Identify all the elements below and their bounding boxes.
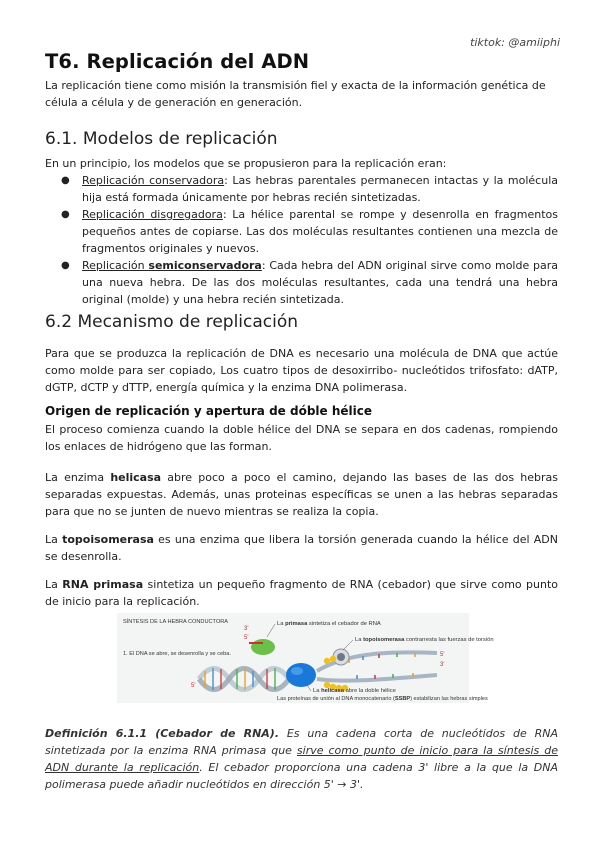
- lower-strand: [317, 675, 437, 681]
- end-label: 5': [191, 683, 196, 689]
- primasa-protein: [251, 639, 275, 655]
- label-ssbp: Las proteínas de unión al DNA monocatenario (SSBP) estabilizan las hebras simples: [277, 696, 488, 702]
- item-text: : Cada hebra del ADN original sirve como molde para una nueva hebra. De las dos moléculas resultantes, cada una tendrá una hebra original (molde) y una hebra recién sintetizada.: [82, 259, 559, 306]
- mechanism-paragraph: Para que se produzca la replicación de DNA es necesario una molécula de DNA que actúe como molde para ser copiado, Los cuatro tipos de desoxirribo- nucleótidos trifosfato: dATP, dGTP, dCTP y dTTP, energía química y la enzima DNA polimerasa.: [45, 347, 558, 394]
- end-label: 3': [244, 626, 249, 632]
- section-heading-modelos: 6.1. Modelos de replicación: [45, 129, 278, 149]
- definition-label: Definición 6.1.1 (Cebador de RNA).: [45, 727, 280, 740]
- intro-paragraph: La replicación tiene como misión la transmisión fiel y exacta de la información genética de célula a célula y de generación en generación.: [45, 79, 546, 109]
- diagram-step: 1. El DNA se abre, se desenrolla y se ceba.: [123, 651, 231, 657]
- end-label: 5': [440, 652, 445, 658]
- label-primasa: La primasa sintetiza el cebador de RNA: [277, 621, 381, 627]
- replication-diagram: [117, 613, 494, 703]
- leader-helicasa: [307, 685, 311, 691]
- label-helicasa: La helicasa abre la doble hélice: [313, 688, 396, 694]
- leader-topo: [343, 640, 353, 650]
- topoisomerasa-core: [337, 653, 345, 661]
- term-helicasa: helicasa: [110, 471, 162, 484]
- helicasa-highlight: [291, 667, 303, 675]
- leader-primasa: [267, 624, 275, 637]
- text-span: . El cebador proporciona una cadena 3' libre a la que la DNA polimerasa puede añadir nucleótidos en dirección 5' → 3'.: [45, 761, 558, 791]
- helicasa-protein: [286, 663, 316, 687]
- text-span: es una enzima que libera la torsión generada cuando la hélice del ADN se desenrolla.: [45, 533, 558, 563]
- opening-paragraph: El proceso comienza cuando la doble hélice del DNA se separa en dos cadenas, rompiendo los enlaces de hidrógeno que las forman.: [45, 423, 558, 453]
- end-label: 5': [244, 635, 249, 641]
- dna-helix: [199, 668, 289, 690]
- end-label: 3': [440, 662, 445, 668]
- item-text: : Las hebras parentales permanecen intactas y la molécula hija está formada únicamente por hebras recién sintetizadas.: [82, 174, 558, 204]
- text-span: abre poco a poco el camino, dejando las bases de las dos hebras separadas expuestas. Además, unas proteinas específicas se unen a las hebras separadas para que no se junten de nuevo mientras se realiza la copia.: [45, 471, 558, 518]
- term-disgregadora: Replicación disgregadora: [82, 208, 223, 221]
- helicasa-paragraph: [45, 469, 558, 520]
- label-topoisomerasa: La topoisomerasa contrarresta las fuerzas de torsión: [355, 637, 494, 643]
- bullet-icon: ●: [61, 175, 70, 186]
- primasa-paragraph: [45, 576, 558, 610]
- definition-underlined: sirve como punto de inicio para la síntesis de ADN durante la replicación: [45, 744, 558, 774]
- models-list: [45, 172, 558, 308]
- term-conservadora: Replicación conservadora: [82, 174, 225, 187]
- list-item: [45, 257, 558, 308]
- page-title: T6. Replicación del ADN: [45, 50, 310, 73]
- text-span: La: [45, 533, 63, 546]
- tiktok-watermark: tiktok: @amiiphi: [470, 36, 560, 49]
- diagram-step-label: [123, 651, 231, 657]
- text-span: Es una cadena corta de nucleótidos de RNA sintetizada por la enzima RNA primasa que: [45, 727, 558, 757]
- term-semiconservadora-prefix: Replicación: [82, 259, 149, 272]
- definition-cebador: [45, 725, 558, 793]
- bullet-icon: ●: [61, 209, 70, 220]
- term-semiconservadora: semiconservadora: [148, 259, 262, 272]
- text-span: La enzima: [45, 471, 111, 484]
- list-item: [45, 172, 558, 206]
- replication-figure: [117, 613, 494, 703]
- topoisomerasa-paragraph: [45, 531, 558, 565]
- subheading-origen: Origen de replicación y apertura de dóble hélice: [45, 404, 372, 418]
- term-topoisomerasa: topoisomerasa: [62, 533, 154, 546]
- text-span: La: [45, 578, 63, 591]
- diagram-title: SÍNTESIS DE LA HEBRA CONDUCTORA: [123, 619, 228, 625]
- models-lead: En un principio, los modelos que se propusieron para la replicación eran:: [45, 157, 447, 170]
- text-span: sintetiza un pequeño fragmento de RNA (cebador) que sirve como punto de inicio para la replicación.: [45, 578, 559, 608]
- section-heading-mecanismo: 6.2 Mecanismo de replicación: [45, 312, 299, 332]
- item-text: : La hélice parental se rompe y desenrolla en fragmentos pequeños antes de copiarse. Las dos moléculas resultantes contienen una mezcla de fragmentos originales y nuevos.: [82, 208, 559, 255]
- list-item: [45, 206, 558, 257]
- term-rna-primasa: RNA primasa: [62, 578, 144, 591]
- bullet-icon: ●: [61, 260, 70, 271]
